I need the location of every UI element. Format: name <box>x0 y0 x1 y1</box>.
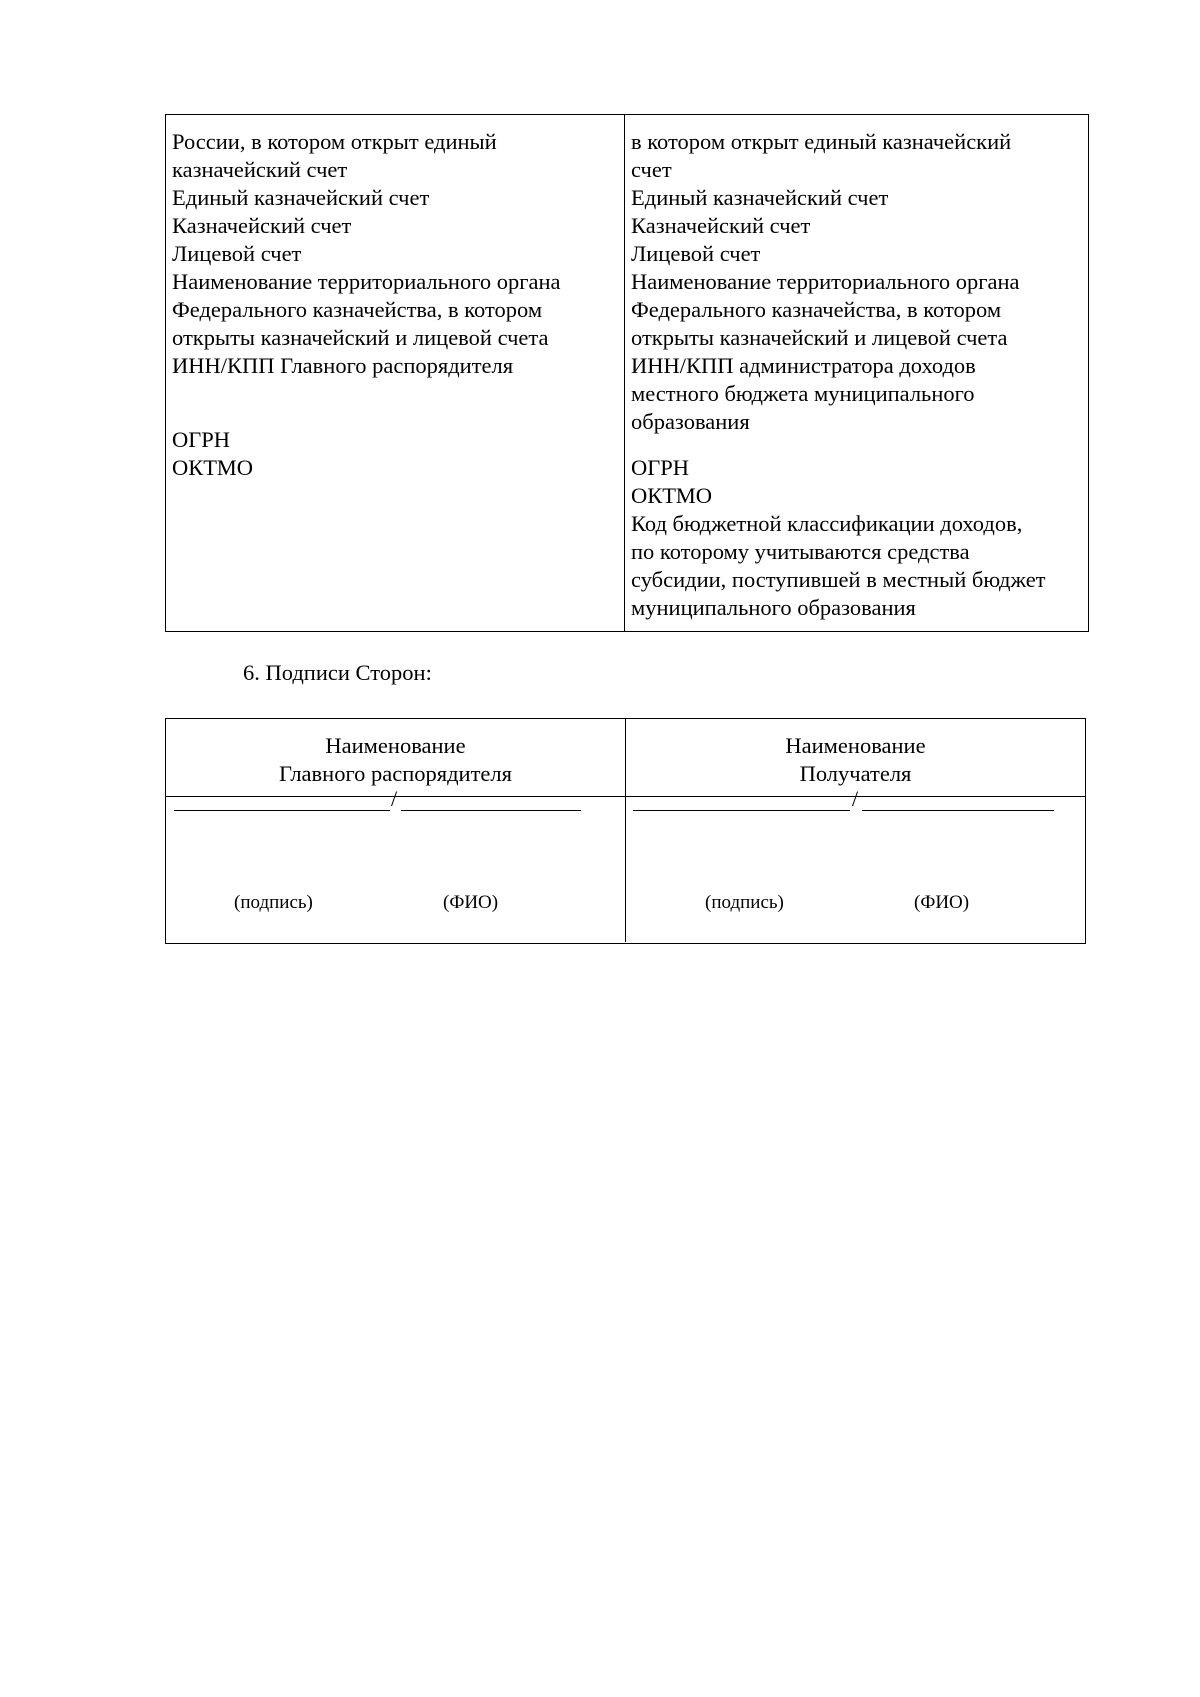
signature-title-line: Наименование <box>325 733 466 758</box>
spacer <box>631 436 1086 454</box>
requisite-line: Наименование территориального органа <box>631 269 1020 294</box>
requisites-column-left <box>166 115 625 631</box>
signature-line-left <box>174 810 390 811</box>
signature-line-right <box>633 810 850 811</box>
requisite-line: субсидии, поступившей в местный бюджет <box>631 567 1046 592</box>
signature-slash-left: / <box>391 786 398 811</box>
signature-block-right <box>626 797 1085 942</box>
signature-title-line: Главного распорядителя <box>279 761 512 786</box>
requisite-line: Наименование территориального органа <box>172 269 561 294</box>
requisite-line: России, в котором открыт единый <box>172 129 497 154</box>
requisites-table <box>165 114 1089 632</box>
signature-title-left <box>166 719 625 788</box>
requisite-line: ИНН/КПП Главного распорядителя <box>172 353 514 378</box>
requisites-right-bottom <box>631 454 1086 622</box>
requisite-line: в котором открыт единый казначейский <box>631 129 1012 154</box>
requisite-line: муниципального образования <box>631 595 916 620</box>
name-caption-right: (ФИО) <box>914 892 970 913</box>
requisite-line: Код бюджетной классификации доходов, <box>631 511 1023 536</box>
name-line-left <box>401 810 581 811</box>
signature-block-left <box>166 797 626 942</box>
requisite-line: ОКТМО <box>631 483 712 508</box>
requisites-left-top <box>172 128 618 380</box>
requisite-line: Федерального казначейства, в котором <box>631 297 1002 322</box>
requisites-left-bottom <box>172 426 618 482</box>
requisite-line: ОГРН <box>172 427 231 452</box>
requisite-line: Казначейский счет <box>172 213 352 238</box>
requisite-line: счет <box>631 157 672 182</box>
signature-title-line: Получателя <box>799 761 912 786</box>
spacer <box>172 380 618 426</box>
requisite-line: открыты казначейский и лицевой счета <box>631 325 1008 350</box>
signature-title-right <box>626 719 1085 788</box>
name-line-right <box>862 810 1054 811</box>
requisite-line: ОКТМО <box>172 455 253 480</box>
signatures-body-row <box>166 797 1085 942</box>
signature-header-left <box>166 719 626 796</box>
signatures-header-row <box>166 719 1085 797</box>
requisite-line: Федерального казначейства, в котором <box>172 297 543 322</box>
requisite-line: Лицевой счет <box>172 241 302 266</box>
requisite-line: Казначейский счет <box>631 213 811 238</box>
signature-title-line: Наименование <box>785 733 926 758</box>
section-heading: 6. Подписи Сторон: <box>243 660 432 685</box>
requisite-line: Лицевой счет <box>631 241 761 266</box>
requisites-column-right <box>625 115 1088 631</box>
requisite-line: Единый казначейский счет <box>631 185 889 210</box>
requisite-line: Единый казначейский счет <box>172 185 430 210</box>
requisite-line: местного бюджета муниципального <box>631 381 975 406</box>
signature-caption-left: (подпись) <box>234 892 313 913</box>
signature-slash-right: / <box>852 786 859 811</box>
requisite-line: по которому учитываются средства <box>631 539 970 564</box>
name-caption-left: (ФИО) <box>443 892 499 913</box>
signature-header-right <box>626 719 1085 796</box>
requisite-line: казначейский счет <box>172 157 348 182</box>
requisite-line: ОГРН <box>631 455 690 480</box>
signature-caption-right: (подпись) <box>705 892 784 913</box>
requisite-line: образования <box>631 409 750 434</box>
requisite-line: открыты казначейский и лицевой счета <box>172 325 549 350</box>
requisite-line: ИНН/КПП администратора доходов <box>631 353 976 378</box>
requisites-right-top <box>631 128 1086 436</box>
